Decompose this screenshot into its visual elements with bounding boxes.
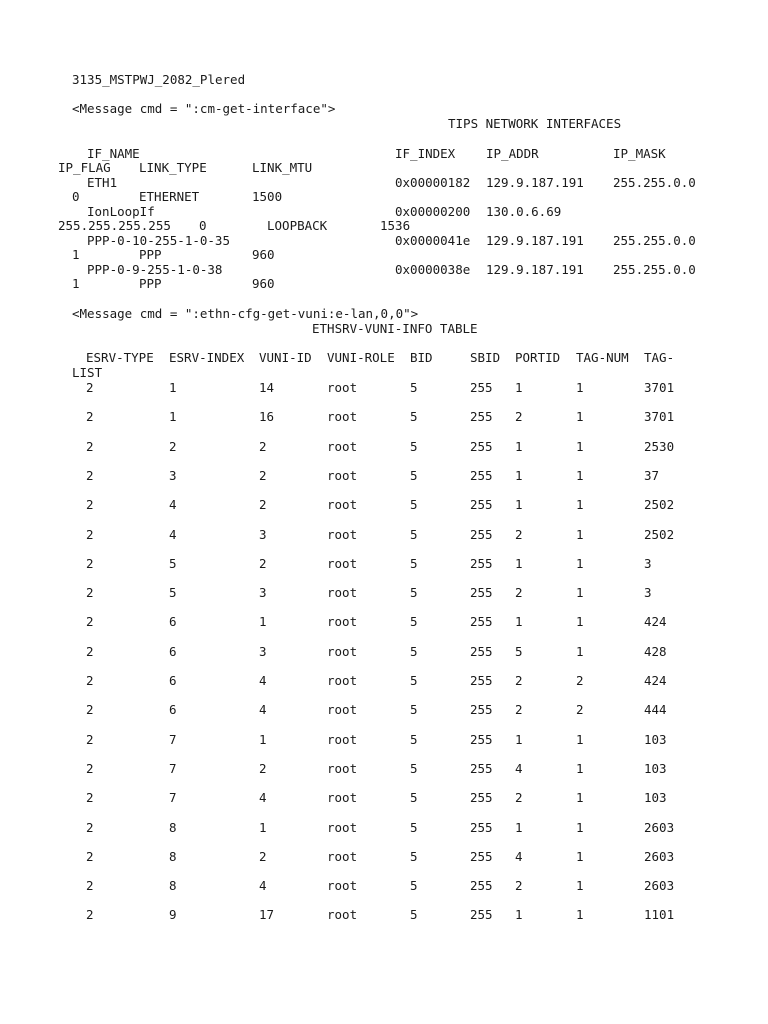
vuni-cell-esrv-index: 1 — [169, 409, 177, 424]
vuni-cell-tag-list: 2530 — [644, 439, 675, 454]
vuni-cell-tag-num: 1 — [576, 614, 584, 629]
vuni-header-esrv-index: ESRV-INDEX — [169, 350, 245, 365]
vuni-cell-bid: 5 — [410, 614, 418, 629]
vuni-cell-portid: 1 — [515, 614, 523, 629]
interface-ip-addr: 129.9.187.191 — [486, 233, 584, 248]
vuni-cell-esrv-type: 2 — [86, 761, 94, 776]
vuni-cell-tag-list: 444 — [644, 702, 667, 717]
vuni-cell-tag-num: 1 — [576, 380, 584, 395]
vuni-cell-portid: 2 — [515, 790, 523, 805]
interface-ip-addr: 130.0.6.69 — [486, 204, 562, 219]
vuni-cell-sbid: 255 — [470, 849, 493, 864]
vuni-cell-tag-list: 3 — [644, 585, 652, 600]
vuni-cell-esrv-index: 5 — [169, 585, 177, 600]
vuni-cell-bid: 5 — [410, 527, 418, 542]
vuni-cell-portid: 2 — [515, 702, 523, 717]
vuni-cell-vuni-id: 2 — [259, 761, 267, 776]
vuni-cell-vuni-role: root — [327, 556, 358, 571]
vuni-cell-sbid: 255 — [470, 673, 493, 688]
vuni-cell-esrv-index: 2 — [169, 439, 177, 454]
vuni-cell-vuni-role: root — [327, 761, 358, 776]
interface-ip-mask: 255.255.0.0 — [613, 233, 696, 248]
interface-link-mtu: 960 — [252, 276, 275, 291]
vuni-cell-esrv-index: 1 — [169, 380, 177, 395]
interfaces-header-if-name: IF_NAME — [87, 146, 140, 161]
vuni-cell-portid: 1 — [515, 439, 523, 454]
vuni-cell-sbid: 255 — [470, 790, 493, 805]
vuni-cell-vuni-role: root — [327, 849, 358, 864]
vuni-cell-bid: 5 — [410, 468, 418, 483]
vuni-cell-vuni-role: root — [327, 497, 358, 512]
interfaces-header-if-index: IF_INDEX — [395, 146, 456, 161]
vuni-cell-esrv-type: 2 — [86, 497, 94, 512]
vuni-cell-portid: 2 — [515, 878, 523, 893]
interface-link-mtu: 1536 — [380, 218, 411, 233]
vuni-cell-bid: 5 — [410, 556, 418, 571]
vuni-cell-tag-list: 3 — [644, 556, 652, 571]
vuni-cell-tag-num: 1 — [576, 761, 584, 776]
interface-message-command: <Message cmd = ":cm-get-interface"> — [72, 101, 336, 116]
vuni-cell-portid: 1 — [515, 820, 523, 835]
interface-link-mtu: 1500 — [252, 189, 283, 204]
vuni-cell-vuni-role: root — [327, 527, 358, 542]
vuni-cell-sbid: 255 — [470, 702, 493, 717]
vuni-cell-sbid: 255 — [470, 732, 493, 747]
vuni-cell-tag-list: 424 — [644, 614, 667, 629]
vuni-cell-tag-list: 2502 — [644, 497, 675, 512]
vuni-cell-vuni-id: 4 — [259, 702, 267, 717]
vuni-cell-vuni-role: root — [327, 673, 358, 688]
vuni-cell-portid: 1 — [515, 907, 523, 922]
interface-link-type: PPP — [139, 276, 162, 291]
vuni-cell-esrv-type: 2 — [86, 409, 94, 424]
vuni-cell-vuni-role: root — [327, 644, 358, 659]
vuni-header-bid: BID — [410, 350, 433, 365]
vuni-cell-portid: 1 — [515, 468, 523, 483]
vuni-cell-tag-num: 1 — [576, 878, 584, 893]
vuni-cell-portid: 1 — [515, 732, 523, 747]
vuni-cell-vuni-role: root — [327, 380, 358, 395]
interface-ip-flag: 0 — [72, 189, 80, 204]
interface-ip-flag: 0 — [199, 218, 207, 233]
vuni-cell-tag-list: 1101 — [644, 907, 675, 922]
vuni-cell-bid: 5 — [410, 820, 418, 835]
vuni-cell-esrv-type: 2 — [86, 732, 94, 747]
vuni-cell-esrv-index: 6 — [169, 614, 177, 629]
vuni-cell-esrv-index: 6 — [169, 702, 177, 717]
vuni-cell-tag-list: 3701 — [644, 380, 675, 395]
interface-link-type: ETHERNET — [139, 189, 200, 204]
vuni-cell-bid: 5 — [410, 380, 418, 395]
vuni-cell-esrv-type: 2 — [86, 878, 94, 893]
vuni-cell-sbid: 255 — [470, 614, 493, 629]
vuni-header-vuni-id: VUNI-ID — [259, 350, 312, 365]
vuni-cell-vuni-role: root — [327, 790, 358, 805]
vuni-cell-portid: 2 — [515, 527, 523, 542]
vuni-cell-tag-list: 2603 — [644, 820, 675, 835]
vuni-cell-vuni-role: root — [327, 468, 358, 483]
vuni-cell-esrv-index: 4 — [169, 497, 177, 512]
vuni-cell-sbid: 255 — [470, 761, 493, 776]
vuni-cell-sbid: 255 — [470, 380, 493, 395]
vuni-cell-tag-list: 37 — [644, 468, 660, 483]
vuni-cell-esrv-index: 3 — [169, 468, 177, 483]
vuni-header-vuni-role: VUNI-ROLE — [327, 350, 395, 365]
vuni-cell-sbid: 255 — [470, 820, 493, 835]
vuni-cell-vuni-id: 4 — [259, 673, 267, 688]
vuni-cell-sbid: 255 — [470, 468, 493, 483]
vuni-cell-esrv-type: 2 — [86, 380, 94, 395]
vuni-cell-esrv-index: 8 — [169, 820, 177, 835]
vuni-cell-vuni-id: 1 — [259, 614, 267, 629]
vuni-cell-esrv-index: 6 — [169, 673, 177, 688]
vuni-cell-tag-list: 103 — [644, 761, 667, 776]
vuni-cell-tag-num: 1 — [576, 790, 584, 805]
interface-name: ETH1 — [87, 175, 118, 190]
vuni-cell-tag-list: 424 — [644, 673, 667, 688]
vuni-cell-vuni-role: root — [327, 732, 358, 747]
vuni-cell-esrv-index: 8 — [169, 878, 177, 893]
vuni-cell-portid: 2 — [515, 409, 523, 424]
vuni-cell-sbid: 255 — [470, 439, 493, 454]
vuni-cell-esrv-type: 2 — [86, 849, 94, 864]
vuni-cell-vuni-id: 2 — [259, 497, 267, 512]
vuni-cell-tag-list: 3701 — [644, 409, 675, 424]
vuni-cell-tag-num: 1 — [576, 820, 584, 835]
vuni-cell-vuni-role: root — [327, 702, 358, 717]
vuni-header-tag-num: TAG-NUM — [576, 350, 629, 365]
vuni-cell-tag-list: 2603 — [644, 849, 675, 864]
vuni-cell-esrv-index: 4 — [169, 527, 177, 542]
vuni-cell-portid: 2 — [515, 673, 523, 688]
vuni-cell-vuni-id: 16 — [259, 409, 275, 424]
interface-link-mtu: 960 — [252, 247, 275, 262]
vuni-cell-esrv-type: 2 — [86, 439, 94, 454]
vuni-cell-vuni-id: 3 — [259, 527, 267, 542]
interface-name: IonLoopIf — [87, 204, 155, 219]
interface-ip-mask: 255.255.0.0 — [613, 262, 696, 277]
vuni-cell-bid: 5 — [410, 409, 418, 424]
vuni-cell-esrv-type: 2 — [86, 790, 94, 805]
vuni-cell-sbid: 255 — [470, 644, 493, 659]
interface-ip-mask: 255.255.255.255 — [58, 218, 171, 233]
vuni-cell-bid: 5 — [410, 673, 418, 688]
vuni-cell-esrv-index: 7 — [169, 761, 177, 776]
vuni-cell-tag-num: 1 — [576, 527, 584, 542]
vuni-cell-vuni-id: 17 — [259, 907, 275, 922]
vuni-cell-portid: 1 — [515, 380, 523, 395]
vuni-cell-tag-num: 1 — [576, 409, 584, 424]
vuni-cell-bid: 5 — [410, 439, 418, 454]
vuni-cell-tag-num: 1 — [576, 468, 584, 483]
vuni-cell-vuni-id: 4 — [259, 878, 267, 893]
vuni-cell-vuni-role: root — [327, 907, 358, 922]
vuni-cell-vuni-id: 2 — [259, 556, 267, 571]
vuni-cell-tag-list: 2603 — [644, 878, 675, 893]
interface-ip-mask: 255.255.0.0 — [613, 175, 696, 190]
vuni-cell-vuni-id: 2 — [259, 468, 267, 483]
vuni-cell-portid: 1 — [515, 497, 523, 512]
vuni-cell-sbid: 255 — [470, 585, 493, 600]
vuni-cell-esrv-index: 7 — [169, 732, 177, 747]
vuni-cell-esrv-type: 2 — [86, 673, 94, 688]
vuni-cell-esrv-type: 2 — [86, 644, 94, 659]
interface-ip-addr: 129.9.187.191 — [486, 175, 584, 190]
vuni-cell-vuni-id: 2 — [259, 849, 267, 864]
interface-index: 0x0000038e — [395, 262, 471, 277]
vuni-cell-tag-list: 2502 — [644, 527, 675, 542]
vuni-cell-vuni-id: 14 — [259, 380, 275, 395]
interface-index: 0x00000200 — [395, 204, 471, 219]
vuni-cell-vuni-role: root — [327, 878, 358, 893]
vuni-cell-bid: 5 — [410, 702, 418, 717]
vuni-cell-vuni-role: root — [327, 585, 358, 600]
vuni-cell-tag-num: 1 — [576, 497, 584, 512]
interfaces-table-title: TIPS NETWORK INTERFACES — [448, 116, 622, 131]
vuni-cell-tag-list: 428 — [644, 644, 667, 659]
interface-index: 0x0000041e — [395, 233, 471, 248]
vuni-cell-esrv-index: 7 — [169, 790, 177, 805]
vuni-cell-bid: 5 — [410, 497, 418, 512]
interfaces-header-link-mtu: LINK_MTU — [252, 160, 313, 175]
vuni-cell-sbid: 255 — [470, 556, 493, 571]
vuni-cell-esrv-index: 5 — [169, 556, 177, 571]
vuni-message-command: <Message cmd = ":ethn-cfg-get-vuni:e-lan,0,0"> — [72, 306, 419, 321]
vuni-cell-bid: 5 — [410, 585, 418, 600]
interface-ip-flag: 1 — [72, 276, 80, 291]
vuni-cell-tag-num: 1 — [576, 585, 584, 600]
vuni-cell-sbid: 255 — [470, 409, 493, 424]
vuni-cell-sbid: 255 — [470, 907, 493, 922]
vuni-cell-vuni-role: root — [327, 614, 358, 629]
vuni-cell-esrv-type: 2 — [86, 702, 94, 717]
vuni-table-title: ETHSRV-VUNI-INFO TABLE — [312, 321, 478, 336]
vuni-header-esrv-type: ESRV-TYPE — [86, 350, 154, 365]
vuni-cell-portid: 5 — [515, 644, 523, 659]
vuni-cell-esrv-type: 2 — [86, 907, 94, 922]
interfaces-header-ip-flag: IP_FLAG — [58, 160, 111, 175]
vuni-cell-esrv-type: 2 — [86, 614, 94, 629]
vuni-cell-bid: 5 — [410, 790, 418, 805]
vuni-cell-esrv-type: 2 — [86, 468, 94, 483]
interface-name: PPP-0-9-255-1-0-38 — [87, 262, 223, 277]
interface-link-type: PPP — [139, 247, 162, 262]
vuni-cell-tag-num: 1 — [576, 439, 584, 454]
vuni-cell-vuni-id: 4 — [259, 790, 267, 805]
vuni-cell-tag-list: 103 — [644, 790, 667, 805]
vuni-cell-bid: 5 — [410, 644, 418, 659]
vuni-cell-tag-num: 1 — [576, 849, 584, 864]
vuni-cell-tag-num: 1 — [576, 732, 584, 747]
vuni-cell-vuni-role: root — [327, 439, 358, 454]
vuni-cell-portid: 4 — [515, 761, 523, 776]
vuni-cell-vuni-id: 1 — [259, 732, 267, 747]
vuni-cell-vuni-role: root — [327, 409, 358, 424]
interface-ip-addr: 129.9.187.191 — [486, 262, 584, 277]
vuni-cell-sbid: 255 — [470, 497, 493, 512]
vuni-cell-tag-num: 1 — [576, 556, 584, 571]
vuni-cell-vuni-id: 3 — [259, 585, 267, 600]
vuni-cell-tag-num: 2 — [576, 702, 584, 717]
vuni-cell-portid: 4 — [515, 849, 523, 864]
interface-index: 0x00000182 — [395, 175, 471, 190]
vuni-cell-vuni-id: 2 — [259, 439, 267, 454]
vuni-header-tag-list-wrap: LIST — [72, 365, 103, 380]
vuni-cell-sbid: 255 — [470, 527, 493, 542]
vuni-cell-bid: 5 — [410, 907, 418, 922]
vuni-cell-bid: 5 — [410, 761, 418, 776]
vuni-cell-portid: 2 — [515, 585, 523, 600]
interfaces-header-ip-mask: IP_MASK — [613, 146, 666, 161]
vuni-cell-bid: 5 — [410, 732, 418, 747]
interface-ip-flag: 1 — [72, 247, 80, 262]
vuni-cell-esrv-index: 6 — [169, 644, 177, 659]
vuni-cell-portid: 1 — [515, 556, 523, 571]
vuni-cell-bid: 5 — [410, 878, 418, 893]
interfaces-header-link-type: LINK_TYPE — [139, 160, 207, 175]
vuni-cell-tag-num: 1 — [576, 644, 584, 659]
vuni-cell-esrv-type: 2 — [86, 527, 94, 542]
interface-link-type: LOOPBACK — [267, 218, 328, 233]
vuni-header-portid: PORTID — [515, 350, 561, 365]
vuni-cell-esrv-type: 2 — [86, 585, 94, 600]
vuni-cell-tag-num: 1 — [576, 907, 584, 922]
vuni-cell-bid: 5 — [410, 849, 418, 864]
vuni-cell-esrv-index: 8 — [169, 849, 177, 864]
vuni-header-tag-list: TAG- — [644, 350, 675, 365]
vuni-cell-vuni-id: 3 — [259, 644, 267, 659]
vuni-cell-tag-num: 2 — [576, 673, 584, 688]
vuni-header-sbid: SBID — [470, 350, 501, 365]
vuni-cell-vuni-id: 1 — [259, 820, 267, 835]
vuni-cell-esrv-type: 2 — [86, 556, 94, 571]
vuni-cell-vuni-role: root — [327, 820, 358, 835]
vuni-cell-tag-list: 103 — [644, 732, 667, 747]
vuni-cell-sbid: 255 — [470, 878, 493, 893]
vuni-cell-esrv-type: 2 — [86, 820, 94, 835]
vuni-cell-esrv-index: 9 — [169, 907, 177, 922]
interface-name: PPP-0-10-255-1-0-35 — [87, 233, 230, 248]
document-title: 3135_MSTPWJ_2082_Plered — [72, 72, 246, 87]
interfaces-header-ip-addr: IP_ADDR — [486, 146, 539, 161]
